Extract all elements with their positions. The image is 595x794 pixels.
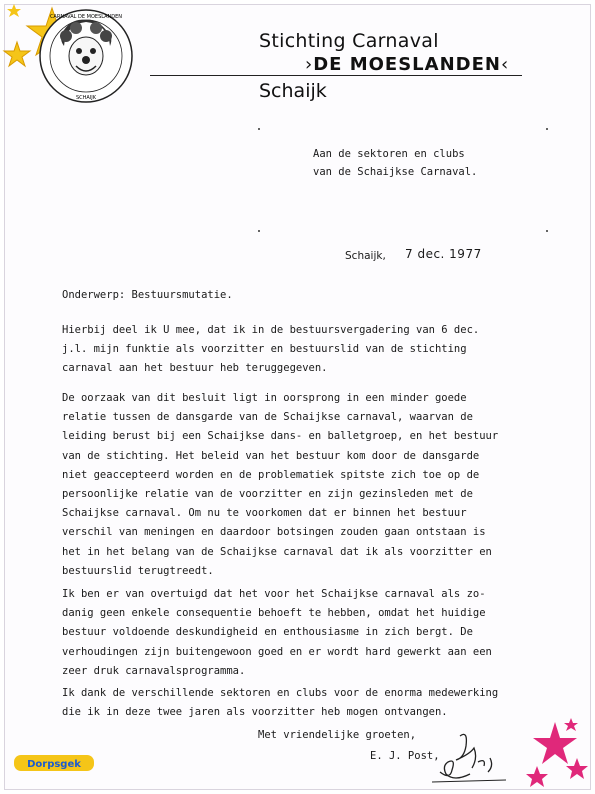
recipient-line2: van de Schaijkse Carnaval. — [313, 166, 478, 178]
letterhead-bracket-open: › — [305, 54, 314, 75]
body-line: niet geaccepteerd worden en de problematiek spitste zich toe op de — [62, 468, 480, 481]
closing-greeting: Met vriendelijke groeten, — [258, 729, 417, 741]
body-line: het in het belang van de Schaijkse carnaval dat ik als voorzitter en — [62, 545, 492, 558]
body-line: bestuur voldoende deskundigheid en enthousiasme in zich bergt. De — [62, 626, 473, 639]
body-line: Hierbij deel ik U mee, dat ik in de bestuursvergadering van 6 dec. — [62, 324, 480, 336]
subject-line: Onderwerp: Bestuursmutatie. — [62, 289, 233, 301]
punch-mark — [546, 230, 548, 232]
letterhead-bracket-close: ‹ — [500, 54, 510, 75]
site-watermark-logo — [14, 754, 94, 772]
logo-text-top: CARNAVAL DE MOESLANDEN — [49, 14, 123, 20]
body-line: Ik dank de verschillende sektoren en clubs voor de enorma medewerking — [62, 687, 499, 699]
letterhead-city: Schaijk — [259, 80, 327, 102]
body-line: verhoudingen zijn buitengewoon goed en er wordt hard gewerkt aan een — [62, 645, 492, 658]
body-line: carnaval aan het bestuur heb teruggegeven. — [62, 362, 328, 375]
body-line: De oorzaak van dit besluit ligt in oorsprong in een minder goede — [62, 392, 467, 404]
letterhead-rule — [150, 75, 522, 76]
body-line: Ik ben er van overtuigd dat het voor het Schaijkse carnaval als zo- — [62, 588, 486, 600]
punch-mark — [546, 128, 548, 130]
signer-name: E. J. Post, — [370, 750, 440, 762]
letterhead-name — [305, 54, 509, 75]
paragraph-4 — [62, 684, 542, 722]
body-line: Schaijkse carnaval. Om nu te voorkomen dat er binnen het bestuur — [62, 507, 467, 520]
letterhead-name-text: DE MOESLANDEN — [313, 54, 501, 75]
date-place: Schaijk, — [345, 250, 386, 262]
body-line: persoonlijke relatie van de voorzitter en zijn gezinsleden met de — [62, 488, 473, 501]
body-line: verschil van meningen en daardoor botsingen zouden gaan ontstaan is — [62, 526, 486, 539]
letterhead-line1: Stichting Carnaval — [259, 30, 439, 52]
body-line: die ik in deze twee jaren als voorzitter heb mogen ontvangen. — [62, 706, 448, 719]
body-line: relatie tussen de dansgarde van de Schaijkse carnaval, waarvan de — [62, 411, 473, 424]
paragraph-2 — [62, 389, 542, 581]
handwritten-signature — [430, 728, 510, 788]
body-line: leiding berust bij een Schaijkse dans- en balletgroep, en het bestuur — [62, 430, 499, 443]
punch-mark — [258, 230, 260, 232]
site-watermark-text: Dorpsgek — [27, 759, 81, 770]
carnaval-logo — [36, 6, 136, 106]
body-line: van de stichting. Het beleid van het bestuur kom door de dansgarde — [62, 449, 480, 462]
paragraph-3 — [62, 585, 542, 681]
body-line: j.l. mijn funktie als voorzitter en bestuurslid van de stichting — [62, 343, 467, 356]
body-line: bestuurslid terugtreedt. — [62, 564, 214, 577]
body-line: zeer druk carnavalsprogramma. — [62, 664, 246, 677]
star-decoration-bottom-right — [515, 714, 595, 794]
date-value: 7 dec. 1977 — [405, 247, 482, 261]
punch-mark — [258, 128, 260, 130]
recipient-line1: Aan de sektoren en clubs — [313, 148, 465, 160]
body-line: danig geen enkele consequentie behoeft te hebben, omdat het huidige — [62, 607, 486, 620]
logo-text-bottom: SCHAIJK — [75, 95, 97, 101]
paragraph-1 — [62, 321, 542, 379]
